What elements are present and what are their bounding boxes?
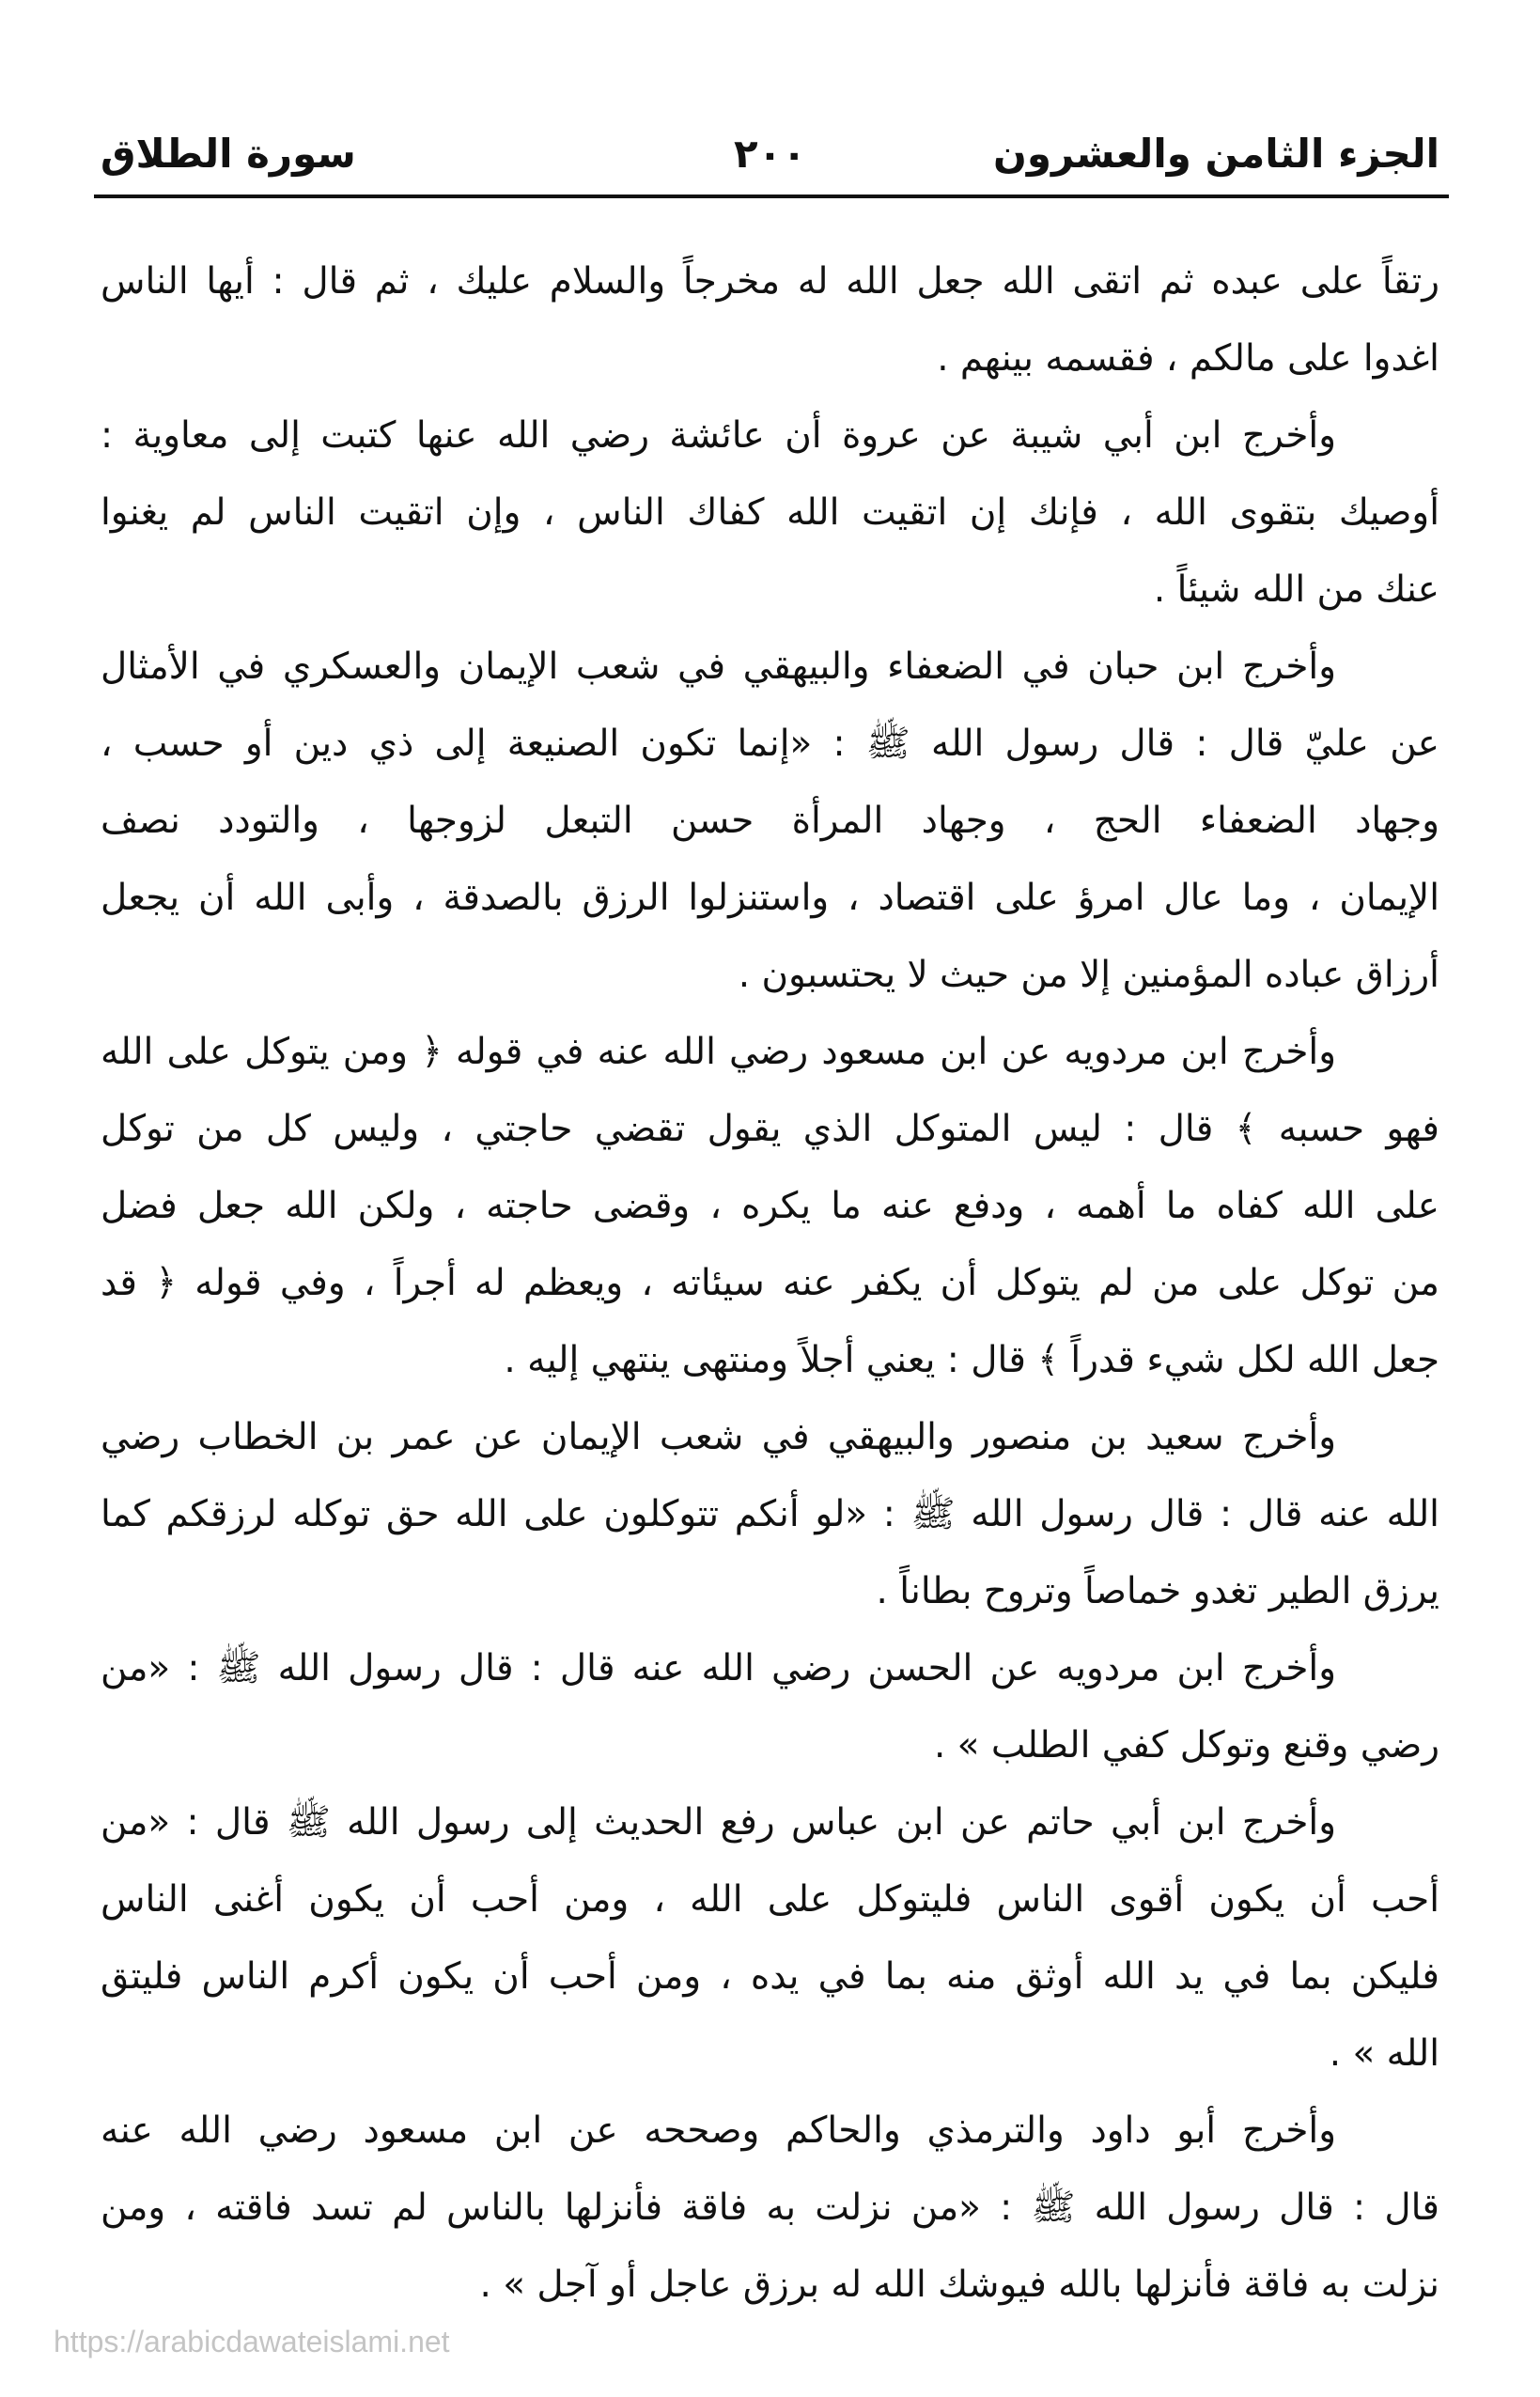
text-line: جعل الله لكل شيء قدراً ﴾ قال : يعني أجلاً ومنتهى ينتهي إليه .	[504, 1339, 1439, 1381]
text-line: وجهاد الضعفاء الحج ، وجهاد المرأة حسن التبعل لزوجها ، والتودد نصف	[101, 800, 1439, 842]
text-line: وأخرج أبو داود والترمذي والحاكم وصححه عن ابن مسعود رضي الله عنه	[101, 2109, 1336, 2152]
text-line: الإيمان ، وما عال امرؤ على اقتصاد ، واستنزلوا الرزق بالصدقة ، وأبى الله أن يجعل	[101, 877, 1439, 919]
watermark-url: https://arabicdawateislami.net	[54, 2325, 450, 2358]
text-line: اغدوا على مالكم ، فقسمه بينهم .	[937, 337, 1439, 380]
text-line: من توكل على من لم يتوكل أن يكفر عنه سيئاته ، ويعظم له أجراً ، وفي قوله ﴿ قد	[101, 1262, 1439, 1304]
text-line: أحب أن يكون أقوى الناس فليتوكل على الله ، ومن أحب أن يكون أغنى الناس	[101, 1878, 1439, 1921]
page-number: ٢٠٠	[734, 131, 806, 177]
text-line: أرزاق عباده المؤمنين إلا من حيث لا يحتسبون .	[738, 954, 1439, 996]
paragraph	[101, 1784, 1439, 2093]
text-line: فهو حسبه ﴾ قال : ليس المتوكل الذي يقول تقضي حاجتي ، وليس كل من توكل	[101, 1108, 1439, 1150]
text-line: وأخرج ابن مردويه عن ابن مسعود رضي الله عنه في قوله ﴿ ومن يتوكل على الله	[101, 1031, 1336, 1073]
running-header	[101, 120, 1439, 188]
text-line: نزلت به فاقة فأنزلها بالله فيوشك الله له برزق عاجل أو آجل » .	[479, 2264, 1439, 2306]
surah-title: سورة الطلاق	[101, 131, 356, 177]
part-title: الجزء الثامن والعشرون	[993, 131, 1439, 177]
text-line: قال : قال رسول الله ﷺ : «من نزلت به فاقة فأنزلها بالناس لم تسد فاقته ، ومن	[101, 2187, 1439, 2229]
text-line: عنك من الله شيئاً .	[1153, 568, 1439, 611]
header-rule	[94, 195, 1449, 198]
text-line: وأخرج ابن حبان في الضعفاء والبيهقي في شعب الإيمان والعسكري في الأمثال	[101, 646, 1336, 688]
text-line: أوصيك بتقوى الله ، فإنك إن اتقيت الله كفاك الناس ، وإن اتقيت الناس لم يغنوا	[101, 491, 1439, 534]
text-line: وأخرج ابن أبي حاتم عن ابن عباس رفع الحديث إلى رسول الله ﷺ قال : «من	[101, 1801, 1336, 1844]
text-line: الله » .	[1329, 2032, 1439, 2075]
text-line: وأخرج ابن أبي شيبة عن عروة أن عائشة رضي الله عنها كتبت إلى معاوية :	[101, 414, 1336, 457]
text-line: عن عليّ قال : قال رسول الله ﷺ : «إنما تكون الصنيعة إلى ذي دين أو حسب ،	[101, 723, 1439, 765]
paragraph	[101, 243, 1439, 397]
paragraph	[101, 1399, 1439, 1630]
text-line: على الله كفاه ما أهمه ، ودفع عنه ما يكره ، وقضى حاجته ، ولكن الله جعل فضل	[101, 1185, 1439, 1227]
text-line: وأخرج سعيد بن منصور والبيهقي في شعب الإيمان عن عمر بن الخطاب رضي	[101, 1416, 1336, 1458]
paragraph	[101, 397, 1439, 629]
text-line: يرزق الطير تغدو خماصاً وتروح بطاناً .	[876, 1570, 1439, 1612]
body-text	[101, 243, 1439, 2324]
text-line: فليكن بما في يد الله أوثق منه بما في يده ، ومن أحب أن يكون أكرم الناس فليتق	[101, 1955, 1439, 1998]
text-line: وأخرج ابن مردويه عن الحسن رضي الله عنه قال : قال رسول الله ﷺ : «من	[101, 1647, 1336, 1689]
text-line: رتقاً على عبده ثم اتقى الله جعل الله له مخرجاً والسلام عليك ، ثم قال : أيها الناس	[101, 260, 1439, 303]
paragraph	[101, 2093, 1439, 2324]
paragraph	[101, 1630, 1439, 1784]
text-line: الله عنه قال : قال رسول الله ﷺ : «لو أنكم تتوكلون على الله حق توكله لرزقكم كما	[101, 1493, 1439, 1535]
text-line: رضي وقنع وتوكل كفي الطلب » .	[933, 1724, 1439, 1767]
paragraph	[101, 1014, 1439, 1399]
paragraph	[101, 629, 1439, 1014]
